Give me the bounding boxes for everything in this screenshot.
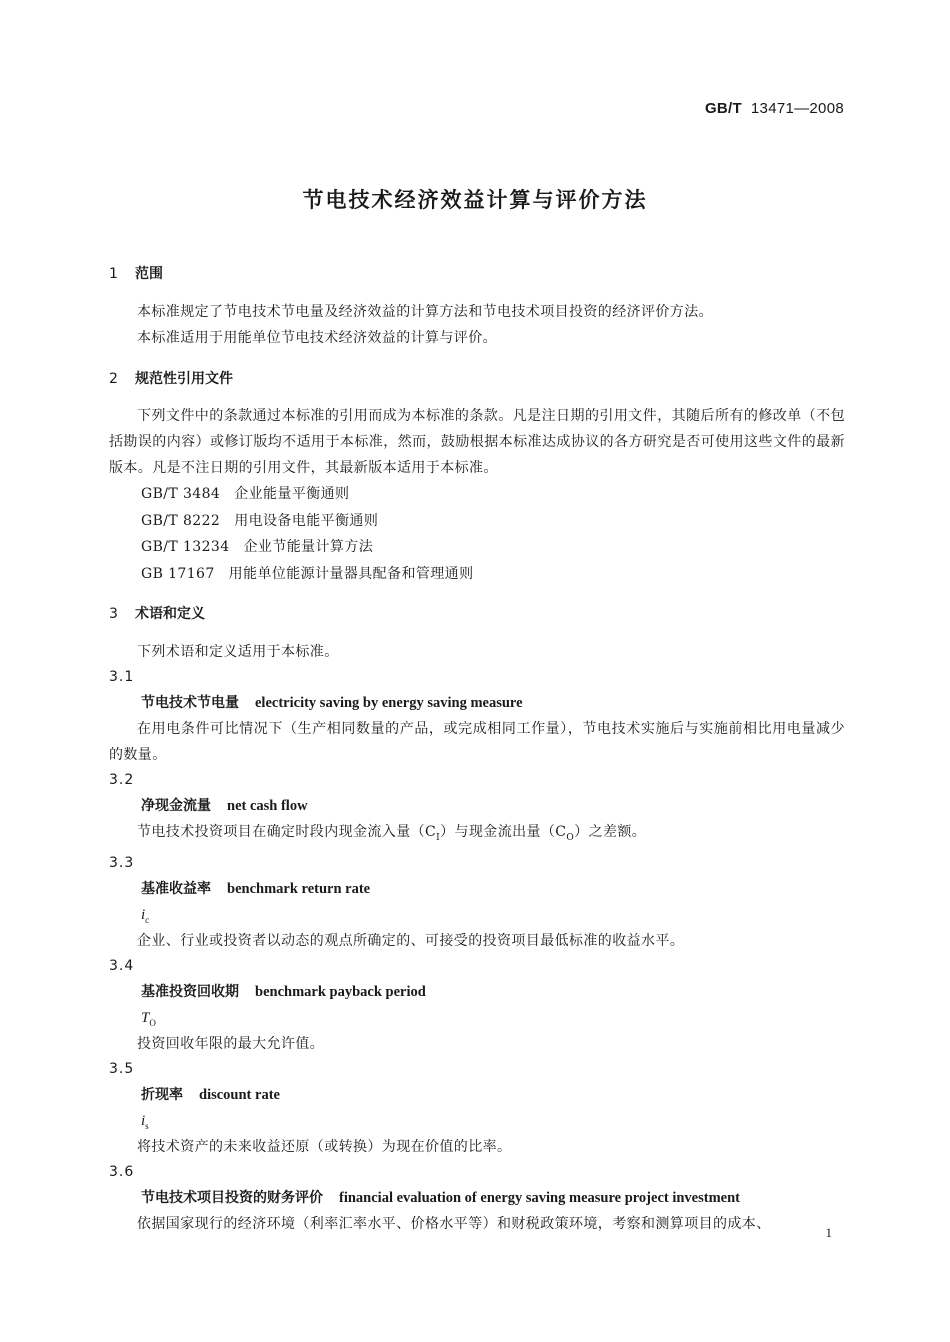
reference-name: 用电设备电能平衡通则 bbox=[234, 512, 379, 529]
section-3 bbox=[109, 601, 845, 1237]
reference-code: GB/T 3484 bbox=[141, 486, 221, 502]
term-zh: 基准投资回收期 bbox=[141, 983, 239, 1000]
reference-name: 用能单位能源计量器具配备和管理通则 bbox=[228, 565, 474, 582]
section-1 bbox=[109, 261, 845, 351]
term-zh: 折现率 bbox=[141, 1086, 183, 1103]
section-number: 1 bbox=[109, 266, 118, 282]
term-en: discount rate bbox=[199, 1086, 280, 1103]
reference-item bbox=[109, 508, 845, 535]
term-number: 3.1 bbox=[109, 669, 135, 685]
term-definition: 将技术资产的未来收益还原（或转换）为现在价值的比率。 bbox=[137, 1138, 512, 1155]
section-heading bbox=[109, 366, 845, 392]
code-number: 13471—2008 bbox=[750, 100, 844, 117]
term-number: 3.3 bbox=[109, 854, 135, 871]
term-entry bbox=[109, 793, 845, 819]
term-number: 3.5 bbox=[109, 1060, 135, 1077]
term-en: benchmark payback period bbox=[255, 983, 426, 1000]
term-en: financial evaluation of energy saving measure project investment bbox=[339, 1189, 740, 1206]
term-definition: 依据国家现行的经济环境（利率汇率水平、价格水平等）和财税政策环境，考察和测算项目的成本、 bbox=[137, 1215, 771, 1232]
section-number: 3 bbox=[109, 606, 118, 622]
page-number: 1 bbox=[825, 1225, 832, 1240]
term-en: benchmark return rate bbox=[227, 880, 371, 897]
term-number: 3.6 bbox=[109, 1163, 135, 1180]
definition-text: 节电技术投资项目在确定时段内现金流入量（C bbox=[137, 824, 437, 840]
reference-code: GB 17167 bbox=[141, 565, 215, 582]
paragraph: 下列文件中的条款通过本标准的引用而成为本标准的条款。凡是注日期的引用文件，其随后所有的修改单（不包括勘误的内容）或修订版均不适用于本标准，然而，鼓励根据本标准达成协议的各方研究是否可使用这些文件的最新版本。凡是不注日期的引用文件，其最新版本适用于本标准。 bbox=[109, 408, 845, 476]
symbol: i bbox=[141, 1112, 146, 1129]
term-symbol bbox=[109, 1108, 845, 1134]
symbol-subscript: O bbox=[149, 1017, 156, 1028]
term-definition: 企业、行业或投资者以动态的观点所确定的、可接受的投资项目最低标准的收益水平。 bbox=[137, 932, 685, 949]
term-entry bbox=[109, 1185, 845, 1211]
term-entry bbox=[109, 1082, 845, 1108]
section-number: 2 bbox=[109, 371, 118, 387]
term-zh: 基准收益率 bbox=[141, 880, 211, 897]
term-symbol bbox=[109, 902, 845, 928]
section-title: 范围 bbox=[135, 266, 163, 282]
section-title: 规范性引用文件 bbox=[135, 371, 233, 387]
term-en: electricity saving by energy saving measure bbox=[255, 695, 523, 711]
standard-code bbox=[705, 100, 844, 117]
term-entry bbox=[109, 690, 845, 716]
reference-code: GB/T 13234 bbox=[141, 539, 230, 555]
term-definition: 在用电条件可比情况下（生产相同数量的产品，或完成相同工作量），节电技术实施后与实施前相比用电量减少的数量。 bbox=[109, 721, 845, 763]
symbol-subscript: c bbox=[145, 914, 150, 925]
section-heading bbox=[109, 601, 845, 627]
reference-name: 企业能量平衡通则 bbox=[234, 486, 350, 502]
paragraph: 下列术语和定义适用于本标准。 bbox=[137, 644, 339, 660]
reference-item bbox=[109, 534, 845, 561]
term-symbol bbox=[109, 1005, 845, 1031]
term-zh: 净现金流量 bbox=[141, 798, 211, 814]
definition-text: ）与现金流出量（C bbox=[440, 824, 567, 840]
subscript: O bbox=[566, 832, 575, 843]
reference-code: GB/T 8222 bbox=[141, 512, 221, 529]
symbol: T bbox=[141, 1009, 150, 1026]
subscript: I bbox=[436, 832, 441, 843]
code-prefix: GB/T bbox=[704, 100, 742, 117]
symbol: i bbox=[141, 906, 146, 923]
section-2 bbox=[109, 366, 845, 587]
paragraph: 本标准适用于用能单位节电技术经济效益的计算与评价。 bbox=[137, 330, 497, 346]
term-number: 3.4 bbox=[109, 957, 135, 974]
term-entry bbox=[109, 876, 845, 902]
term-definition bbox=[109, 819, 845, 851]
reference-name: 企业节能量计算方法 bbox=[243, 539, 374, 555]
reference-item bbox=[109, 481, 845, 508]
term-number: 3.2 bbox=[109, 772, 135, 788]
term-entry bbox=[109, 979, 845, 1005]
definition-text: ）之差额。 bbox=[574, 824, 647, 840]
term-en: net cash flow bbox=[227, 798, 308, 814]
reference-item bbox=[109, 561, 845, 588]
term-zh: 节电技术项目投资的财务评价 bbox=[141, 1189, 323, 1206]
section-heading bbox=[109, 261, 845, 287]
paragraph: 本标准规定了节电技术节电量及经济效益的计算方法和节电技术项目投资的经济评价方法。 bbox=[137, 304, 713, 320]
section-title: 术语和定义 bbox=[135, 606, 205, 622]
document-title: 节电技术经济效益计算与评价方法 bbox=[302, 188, 648, 212]
symbol-subscript: s bbox=[145, 1120, 149, 1131]
term-zh: 节电技术节电量 bbox=[141, 695, 239, 711]
term-definition: 投资回收年限的最大允许值。 bbox=[137, 1035, 325, 1052]
